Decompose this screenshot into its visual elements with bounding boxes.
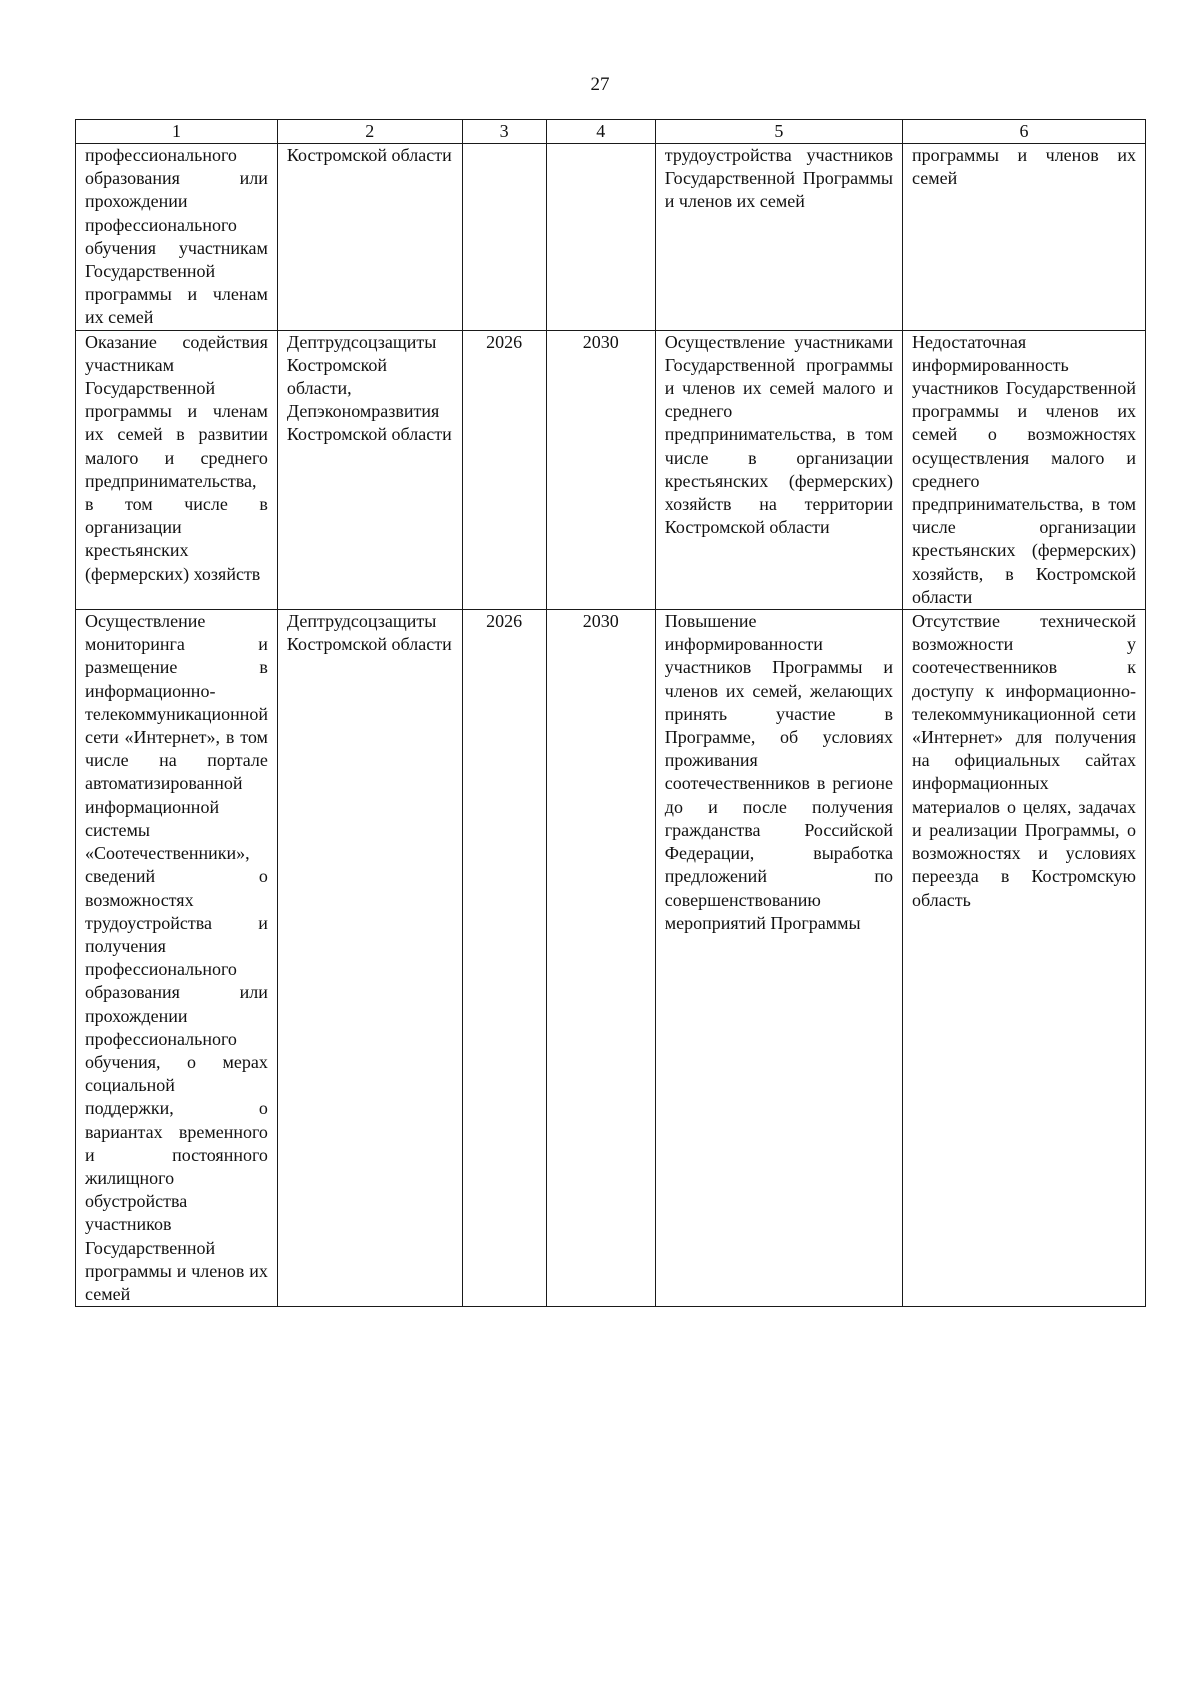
end-year-cell [546,144,655,331]
end-year-cell: 2030 [546,330,655,609]
start-year-cell: 2026 [462,330,546,609]
expected-result-cell: Осуществление участниками Государственной программы и членов их семей малого и среднего предпринимательства, в том числе в организации крестьянских (фермерских) хозяйств на территории Костромской области [655,330,902,609]
start-year-cell: 2026 [462,610,546,1307]
start-year-cell [462,144,546,331]
end-year-cell: 2030 [546,610,655,1307]
consequences-cell: программы и членов их семей [903,144,1146,331]
header-col-1: 1 [76,120,278,144]
header-col-6: 6 [903,120,1146,144]
expected-result-cell: трудоустройства участников Государственной Программы и членов их семей [655,144,902,331]
measure-cell: Осуществление мониторинга и размещение в информационно-телекоммуникационной сети «Интернет», в том числе на портале автоматизированной информационной системы «Соотечественники», сведений о возможностях трудоустройства и получения профессионального образования или прохождении профессионального обучения, о мерах социальной поддержки, о вариантах временного и постоянного жилищного обустройства участников Государственной программы и членов их семей [76,610,278,1307]
page-number: 27 [590,74,610,95]
responsible-cell: Дептрудсоцзащиты Костромской области [277,610,462,1307]
table-row [76,330,1146,609]
expected-result-cell: Повышение информированности участников Программы и членов их семей, желающих принять участие в Программе, об условиях проживания соотечественников в регионе до и после получения гражданства Российской Федерации, выработка предложений по совершенствованию мероприятий Программы [655,610,902,1307]
header-col-3: 3 [462,120,546,144]
responsible-cell: Костромской области [277,144,462,331]
header-col-2: 2 [277,120,462,144]
header-row [76,120,1146,144]
table-header [76,120,1146,144]
header-col-4: 4 [546,120,655,144]
measures-table [75,119,1146,1307]
table-row [76,144,1146,331]
responsible-cell: Дептрудсоцзащиты Костромской области, Депэкономразвития Костромской области [277,330,462,609]
measure-cell: Оказание содействия участникам Государственной программы и членам их семей в развитии малого и среднего предпринимательства, в том числе в организации крестьянских (фермерских) хозяйств [76,330,278,609]
consequences-cell: Отсутствие технической возможности у соотечественников к доступу к информационно-телекоммуникационной сети «Интернет» для получения на официальных сайтах информационных материалов о целях, задачах и реализации Программы, о возможностях и условиях переезда в Костромскую область [903,610,1146,1307]
measure-cell: профессионального образования или прохождении профессионального обучения участникам Государственной программы и членам их семей [76,144,278,331]
header-col-5: 5 [655,120,902,144]
consequences-cell: Недостаточная информированность участников Государственной программы и членов их семей о возможностях осуществления малого и среднего предпринимательства, в том числе организации крестьянских (фермерских) хозяйств, в Костромской области [903,330,1146,609]
table-row [76,610,1146,1307]
